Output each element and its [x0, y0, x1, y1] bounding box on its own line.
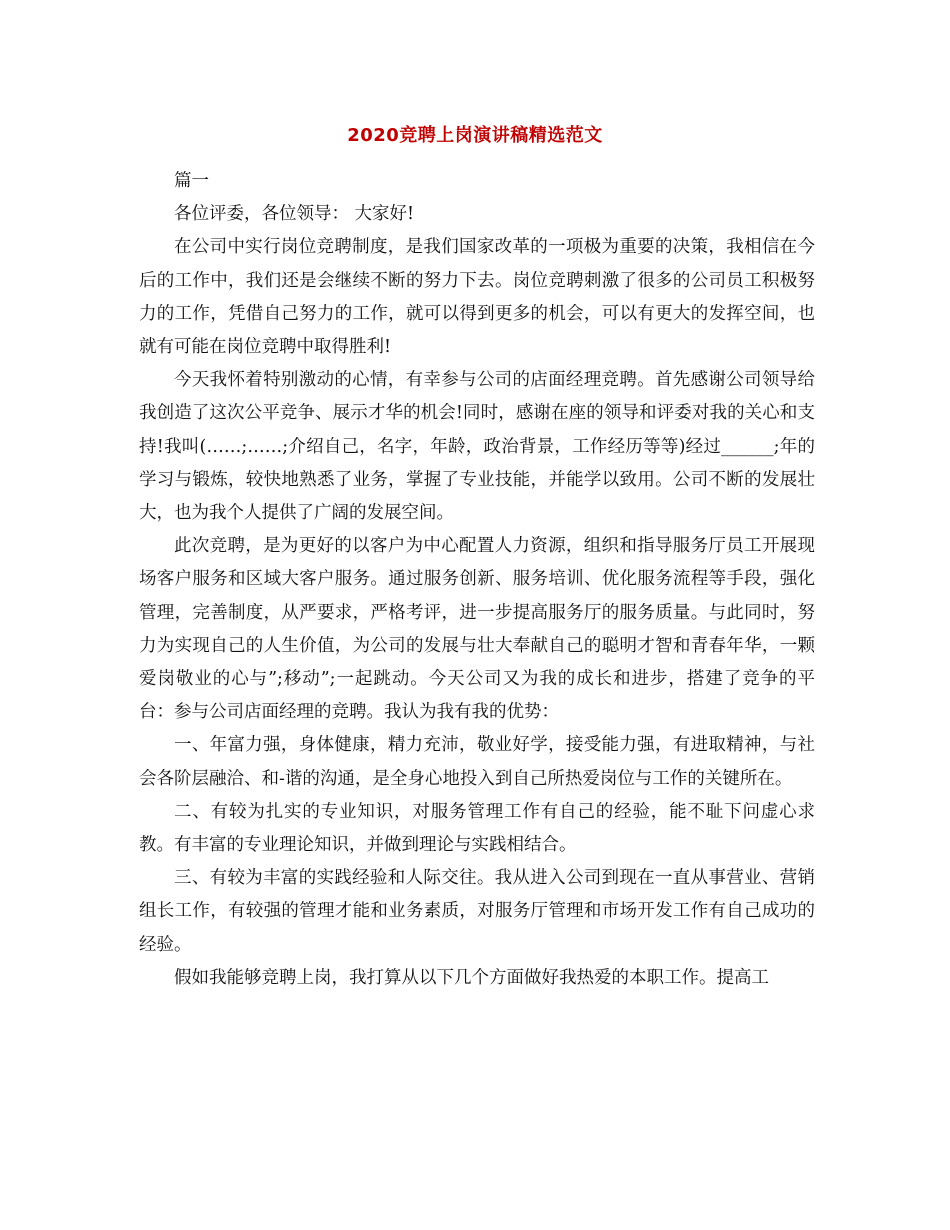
document-body [139, 165, 815, 995]
section-heading: 篇一 [174, 171, 209, 191]
body-paragraph: 在公司中实行岗位竞聘制度，是我们国家改革的一项极为重要的决策，我相信在今后的工作中，我们还是会继续不断的努力下去。岗位竞聘刺激了很多的公司员工积极努力的工作，凭借自己努力的工作，就可以得到更多的机会，可以有更大的发挥空间，也就有可能在岗位竞聘中取得胜利! [139, 237, 815, 358]
body-paragraph: 此次竞聘，是为更好的以客户为中心配置人力资源，组织和指导服务厅员工开展现场客户服务和区域大客户服务。通过服务创新、服务培训、优化服务流程等手段，强化管理，完善制度，从严要求，严格考评，进一步提高服务厅的服务质量。与此同时，努力为实现自己的人生价值，为公司的发展与壮大奉献自己的聪明才智和青春年华，一颗爱岗敬业的心与”;移动”;一起跳动。今天公司又为我的成长和进步，搭建了竞争的平台：参与公司店面经理的竞聘。我认为我有我的优势： [139, 536, 815, 723]
body-paragraph: 二、有较为扎实的专业知识，对服务管理工作有自己的经验，能不耻下问虚心求教。有丰富的专业理论知识，并做到理论与实践相结合。 [139, 801, 815, 856]
body-paragraph: 假如我能够竞聘上岗，我打算从以下几个方面做好我热爱的本职工作。提高工 [174, 967, 769, 988]
document-title: 2020竞聘上岗演讲稿精选范文 [347, 125, 603, 146]
body-paragraph: 一、年富力强，身体健康，精力充沛，敬业好学，接受能力强，有进取精神，与社会各阶层融洽、和-谐的沟通，是全身心地投入到自己所热爱岗位与工作的关键所在。 [139, 735, 815, 789]
body-paragraph: 今天我怀着特别激动的心情，有幸参与公司的店面经理竞聘。首先感谢公司领导给我创造了这次公平竞争、展示才华的机会!同时，感谢在座的领导和评委对我的关心和支持!我叫(……;……;介绍自己，名字，年龄，政治背景，工作经历等等)经过______;年的学习与锻炼，较快地熟悉了业务，掌握了专业技能，并能学以致用。公司不断的发展壮大，也为我个人提供了广阔的发展空间。 [139, 370, 815, 524]
salutation-paragraph: 各位评委，各位领导： 大家好! [174, 204, 415, 225]
body-paragraph: 三、有较为丰富的实践经验和人际交往。我从进入公司到现在一直从事营业、营销组长工作，有较强的管理才能和业务素质，对服务厅管理和市场开发工作有自己成功的经验。 [139, 868, 815, 955]
